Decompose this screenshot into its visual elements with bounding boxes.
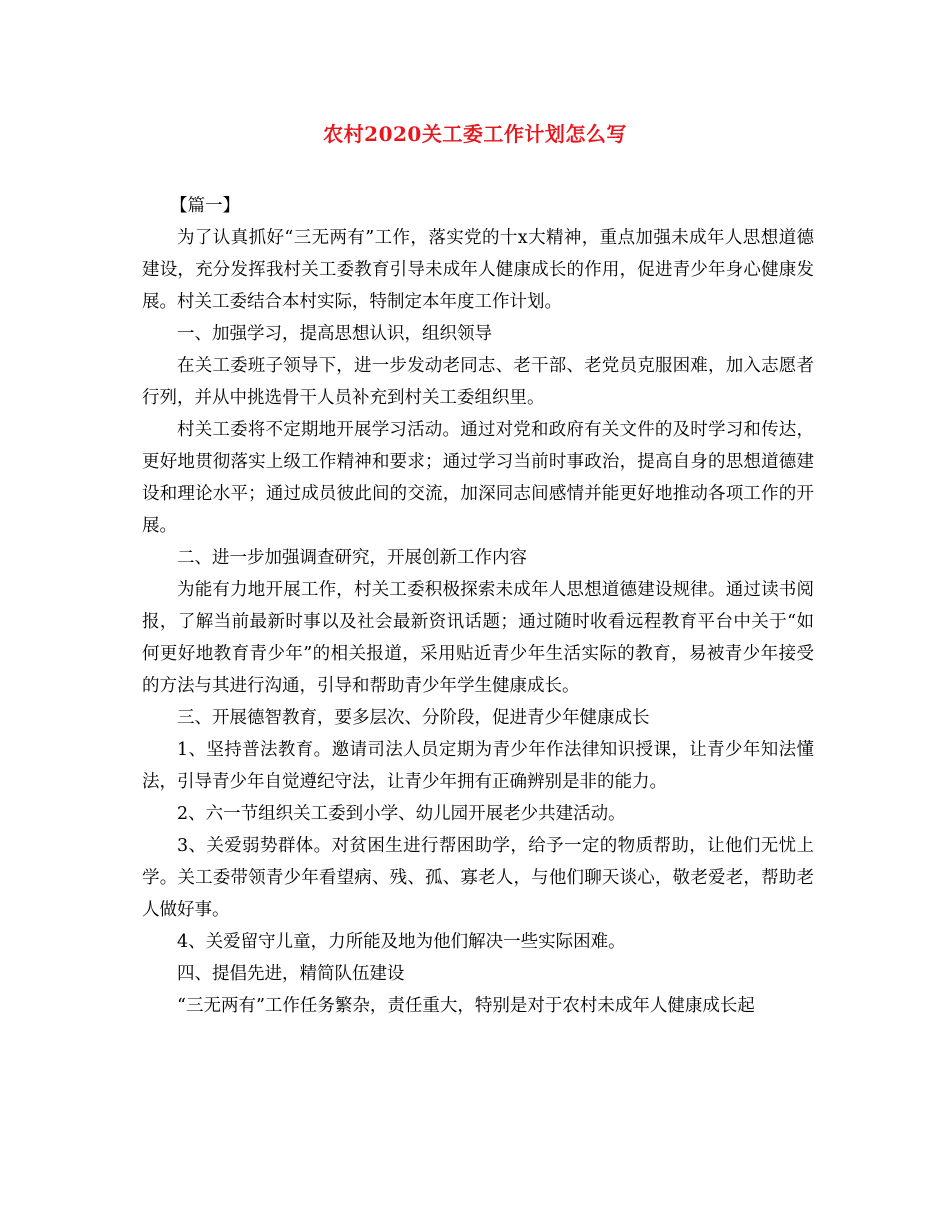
heading-section-3: 三、开展德智教育，要多层次、分阶段，促进青少年健康成长 xyxy=(177,708,650,728)
paragraph-intro: 为了认真抓好“三无两有”工作，落实党的十x大精神，重点加强未成年人思想道德建设，充分发挥我村关工委教育引导未成年人健康成长的作用，促进青少年身心健康发展。村关工委结合本村实际，特制定本年度工作计划。 xyxy=(142,228,814,312)
section-label: 【篇一】 xyxy=(170,196,240,216)
item-law-education: 1、坚持普法教育。邀请司法人员定期为青少年作法律知识授课，让青少年知法懂法，引导青少年自觉遵纪守法，让青少年拥有正确辨别是非的能力。 xyxy=(142,740,814,792)
heading-section-4: 四、提倡先进，精简队伍建设 xyxy=(177,964,405,984)
item-left-behind-children: 4、关爱留守儿童，力所能及地为他们解决一些实际困难。 xyxy=(177,932,626,952)
item-childrens-day: 2、六一节组织关工委到小学、幼儿园开展老少共建活动。 xyxy=(177,804,626,824)
paragraph-volunteers: 在关工委班子领导下，进一步发动老同志、老干部、老党员克服困难，加入志愿者行列，并从中挑选骨干人员补充到村关工委组织里。 xyxy=(142,356,814,408)
paragraph-final-line: “三无两有”工作任务繁杂，责任重大，特别是对于农村未成年人健康成长起 xyxy=(177,996,755,1016)
paragraph-study-activities: 村关工委将不定期地开展学习活动。通过对党和政府有关文件的及时学习和传达，更好地贯彻落实上级工作精神和要求；通过学习当前时事政治，提高自身的思想道德建设和理论水平；通过成员彼此间的交流，加深同志间感情并能更好地推动各项工作的开展。 xyxy=(142,420,814,536)
item-vulnerable-groups: 3、关爱弱势群体。对贫困生进行帮困助学，给予一定的物质帮助，让他们无忧上学。关工委带领青少年看望病、残、孤、寡老人，与他们聊天谈心，敬老爱老，帮助老人做好事。 xyxy=(142,836,814,920)
heading-section-1: 一、加强学习，提高思想认识，组织领导 xyxy=(177,324,492,344)
paragraph-research: 为能有力地开展工作，村关工委积极探索未成年人思想道德建设规律。通过读书阅报，了解当前最新时事以及社会最新资讯话题；通过随时收看远程教育平台中关于“如何更好地教育青少年”的相关报道，采用贴近青少年生活实际的教育，易被青少年接受的方法与其进行沟通，引导和帮助青少年学生健康成长。 xyxy=(142,580,814,696)
document-body xyxy=(142,190,814,1022)
document-title: 农村2020关工委工作计划怎么写 xyxy=(323,122,627,146)
heading-section-2: 二、进一步加强调查研究，开展创新工作内容 xyxy=(177,548,527,568)
